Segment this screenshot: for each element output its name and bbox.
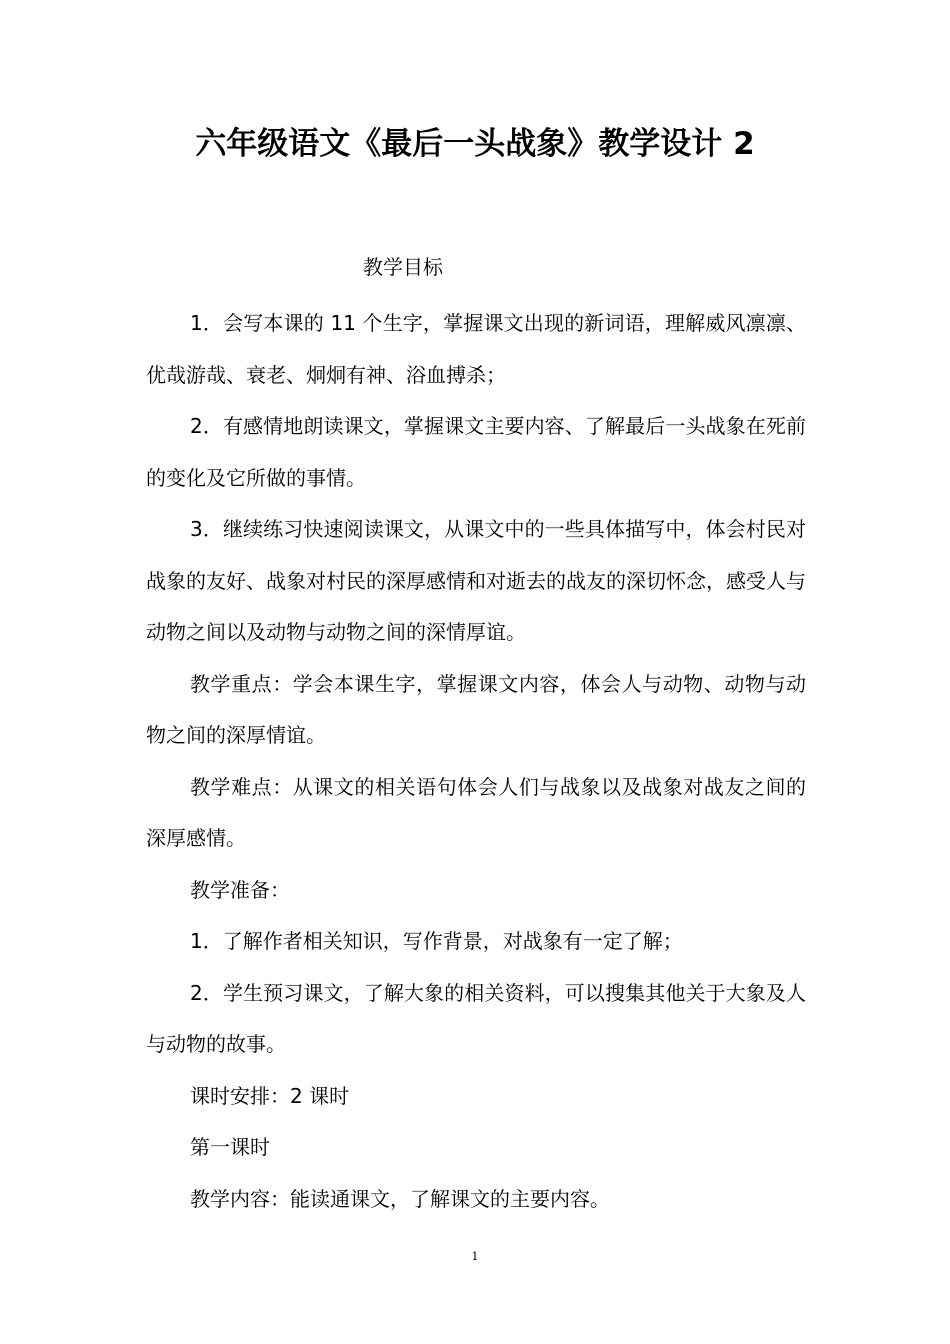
first-lesson-heading: 第一课时: [190, 1135, 270, 1159]
objective-2-paragraph: 2．有感情地朗读课文，掌握课文主要内容、了解最后一头战象在死前的变化及它所做的事情。: [146, 414, 806, 490]
preparation-2-paragraph: 2．学生预习课文，了解大象的相关资料，可以搜集其他关于大象及人与动物的故事。: [146, 980, 806, 1056]
difficulties-paragraph: 教学难点：从课文的相关语句体会人们与战象以及战象对战友之间的深厚感情。: [146, 774, 806, 850]
page-number: 1: [471, 1250, 479, 1263]
objective-1-paragraph: 1．会写本课的 11 个生字，掌握课文出现的新词语，理解威风凛凛、优哉游哉、衰老、炯炯有神、浴血搏杀；: [146, 311, 806, 387]
objective-3-paragraph: 3．继续练习快速阅读课文，从课文中的一些具体描写中，体会村民对战象的友好、战象对村民的深厚感情和对逝去的战友的深切怀念，感受人与动物之间以及动物与动物之间的深情厚谊。: [146, 517, 806, 644]
document-title: 六年级语文《最后一头战象》教学设计 2: [195, 126, 755, 162]
preparation-1-paragraph: 1．了解作者相关知识，写作背景，对战象有一定了解；: [190, 929, 683, 953]
lesson-content-paragraph: 教学内容：能读通课文，了解课文的主要内容。: [190, 1186, 610, 1211]
schedule-paragraph: 课时安排：2 课时: [190, 1083, 350, 1108]
document-body: [146, 298, 806, 1225]
key-points-paragraph: 教学重点：学会本课生字，掌握课文内容，体会人与动物、动物与动物之间的深厚情谊。: [146, 671, 806, 747]
preparation-heading: 教学准备：: [190, 877, 290, 902]
section-heading: 教学目标: [363, 255, 443, 279]
